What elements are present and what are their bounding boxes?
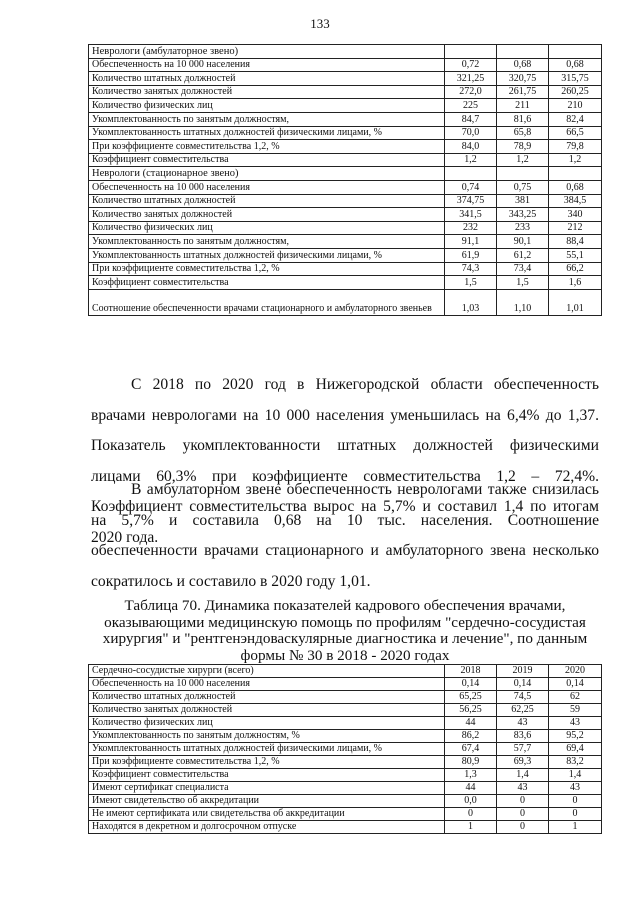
row-label: Укомплектованность по занятым должностям, bbox=[89, 235, 445, 249]
cell-value: 0,68 bbox=[497, 58, 549, 72]
row-label: Имеют сертификат специалиста bbox=[89, 782, 445, 795]
table-section-row bbox=[89, 45, 602, 59]
cell-value: 83,2 bbox=[549, 756, 602, 769]
cell-value: 340 bbox=[549, 208, 602, 222]
row-label: Укомплектованность по занятым должностям, % bbox=[89, 730, 445, 743]
cell-value: 73,4 bbox=[497, 262, 549, 276]
table-row bbox=[89, 180, 602, 194]
cardiac-surgeons-table bbox=[88, 664, 602, 834]
table-row bbox=[89, 782, 602, 795]
cell-value: 272,0 bbox=[445, 85, 497, 99]
cell-value: 88,4 bbox=[549, 235, 602, 249]
table-row bbox=[89, 808, 602, 821]
cell-value: 1,01 bbox=[549, 289, 602, 315]
cell-value: 84,0 bbox=[445, 140, 497, 154]
table-row bbox=[89, 208, 602, 222]
cell-value: 211 bbox=[497, 99, 549, 113]
table-caption: Таблица 70. Динамика показателей кадрового обеспечения врачами, оказывающими медицинскую помощь по профилям "сердечно-сосудистая хирургия" и "рентгенэндоваскулярные диагностика и лечение", по данным формы № 30 в 2018 - 2020 годах bbox=[102, 597, 588, 664]
header-year-2019: 2019 bbox=[497, 665, 549, 678]
cell-value: 90,1 bbox=[497, 235, 549, 249]
table-row bbox=[89, 235, 602, 249]
row-label: Обеспеченность на 10 000 населения bbox=[89, 180, 445, 194]
cell-value: 374,75 bbox=[445, 194, 497, 208]
cell-value: 0,75 bbox=[497, 180, 549, 194]
table-header-row bbox=[89, 665, 602, 678]
cell-value: 95,2 bbox=[549, 730, 602, 743]
table-row bbox=[89, 678, 602, 691]
cell-value: 79,8 bbox=[549, 140, 602, 154]
cell-value: 1,2 bbox=[549, 153, 602, 167]
cell-value: 69,3 bbox=[497, 756, 549, 769]
cell-value: 343,25 bbox=[497, 208, 549, 222]
table-row bbox=[89, 85, 602, 99]
table-row bbox=[89, 194, 602, 208]
row-label: При коэффициенте совместительства 1,2, % bbox=[89, 756, 445, 769]
table-row bbox=[89, 58, 602, 72]
cell-value bbox=[445, 167, 497, 181]
row-label: Укомплектованность штатных должностей физическими лицами, % bbox=[89, 248, 445, 262]
cell-value: 65,25 bbox=[445, 691, 497, 704]
cell-value: 1,5 bbox=[497, 276, 549, 290]
cell-value bbox=[497, 45, 549, 59]
cell-value: 59 bbox=[549, 704, 602, 717]
row-label: Коэффициент совместительства bbox=[89, 769, 445, 782]
cell-value: 225 bbox=[445, 99, 497, 113]
row-label: Укомплектованность по занятым должностям, bbox=[89, 112, 445, 126]
row-label: Неврологи (амбулаторное звено) bbox=[89, 45, 445, 59]
row-label: Количество занятых должностей bbox=[89, 85, 445, 99]
cell-value: 1,4 bbox=[497, 769, 549, 782]
header-year-2018: 2018 bbox=[445, 665, 497, 678]
cell-value: 82,4 bbox=[549, 112, 602, 126]
cell-value: 91,1 bbox=[445, 235, 497, 249]
table-row bbox=[89, 743, 602, 756]
table-row bbox=[89, 717, 602, 730]
cell-value: 65,8 bbox=[497, 126, 549, 140]
cell-value: 1,2 bbox=[497, 153, 549, 167]
cardiac-surgeons-table-body bbox=[89, 665, 602, 834]
table-row bbox=[89, 126, 602, 140]
row-label: При коэффициенте совместительства 1,2, % bbox=[89, 140, 445, 154]
cell-value: 1 bbox=[445, 821, 497, 834]
table-row bbox=[89, 276, 602, 290]
cell-value: 86,2 bbox=[445, 730, 497, 743]
cell-value: 1,2 bbox=[445, 153, 497, 167]
cell-value: 1,10 bbox=[497, 289, 549, 315]
cell-value: 1,5 bbox=[445, 276, 497, 290]
cell-value bbox=[445, 45, 497, 59]
cell-value: 0 bbox=[549, 808, 602, 821]
row-label: Неврологи (стационарное звено) bbox=[89, 167, 445, 181]
cell-value: 315,75 bbox=[549, 72, 602, 86]
paragraph-2-text: В амбулаторном звене обеспеченность неврологами также снизилась на 5,7% и составила 0,68 на 10 тыс. населения. Соотношение обеспеченности врачами стационарного и амбулаторного звена несколько сократилось и составило в 2020 году 1,01. bbox=[91, 481, 599, 590]
table-row bbox=[89, 153, 602, 167]
cell-value: 69,4 bbox=[549, 743, 602, 756]
paragraph-1-text: С 2018 по 2020 год в Нижегородской области обеспеченность врачами неврологами на 10 000 населения уменьшилась на 6,4% до 1,37. Показатель укомплектованности штатных должностей физическими лицами 60,3% при коэффициенте совместительства 1,2 – 72,4%. Коэффициент совместительства вырос на 5,7% и составил 1,4 по итогам 2020 года. bbox=[91, 376, 599, 546]
cell-value: 381 bbox=[497, 194, 549, 208]
cell-value: 43 bbox=[549, 782, 602, 795]
cell-value: 0,68 bbox=[549, 180, 602, 194]
cell-value: 321,25 bbox=[445, 72, 497, 86]
cell-value: 0,0 bbox=[445, 795, 497, 808]
cell-value: 61,2 bbox=[497, 248, 549, 262]
row-label: Обеспеченность на 10 000 населения bbox=[89, 58, 445, 72]
table-row bbox=[89, 99, 602, 113]
cell-value: 1,03 bbox=[445, 289, 497, 315]
cell-value: 384,5 bbox=[549, 194, 602, 208]
header-year-2020: 2020 bbox=[549, 665, 602, 678]
cell-value: 0 bbox=[445, 808, 497, 821]
cell-value: 55,1 bbox=[549, 248, 602, 262]
neurologists-table bbox=[88, 44, 602, 316]
row-label: При коэффициенте совместительства 1,2, % bbox=[89, 262, 445, 276]
header-label: Сердечно-сосудистые хирурги (всего) bbox=[89, 665, 445, 678]
row-label: Количество физических лиц bbox=[89, 221, 445, 235]
cell-value: 70,0 bbox=[445, 126, 497, 140]
row-label: Обеспеченность на 10 000 населения bbox=[89, 678, 445, 691]
cell-value: 78,9 bbox=[497, 140, 549, 154]
row-label: Количество физических лиц bbox=[89, 99, 445, 113]
table-row bbox=[89, 691, 602, 704]
cell-value: 67,4 bbox=[445, 743, 497, 756]
cell-value: 0,74 bbox=[445, 180, 497, 194]
row-label: Коэффициент совместительства bbox=[89, 276, 445, 290]
table-row bbox=[89, 140, 602, 154]
row-label: Коэффициент совместительства bbox=[89, 153, 445, 167]
cell-value: 212 bbox=[549, 221, 602, 235]
cell-value: 66,5 bbox=[549, 126, 602, 140]
table-row bbox=[89, 704, 602, 717]
table-row bbox=[89, 289, 602, 315]
table-row bbox=[89, 112, 602, 126]
table-row bbox=[89, 756, 602, 769]
table-section-row bbox=[89, 167, 602, 181]
row-label: Находятся в декретном и долгосрочном отпуске bbox=[89, 821, 445, 834]
table-row bbox=[89, 769, 602, 782]
row-label: Не имеют сертификата или свидетельства об аккредитации bbox=[89, 808, 445, 821]
cell-value: 341,5 bbox=[445, 208, 497, 222]
cell-value: 1,3 bbox=[445, 769, 497, 782]
cell-value: 1,4 bbox=[549, 769, 602, 782]
cell-value bbox=[549, 167, 602, 181]
cell-value: 0 bbox=[497, 795, 549, 808]
cell-value: 210 bbox=[549, 99, 602, 113]
cell-value: 43 bbox=[549, 717, 602, 730]
cell-value bbox=[497, 167, 549, 181]
table-row bbox=[89, 821, 602, 834]
neurologists-table-body bbox=[89, 45, 602, 316]
cell-value: 0,14 bbox=[549, 678, 602, 691]
row-label: Количество штатных должностей bbox=[89, 194, 445, 208]
cell-value: 62,25 bbox=[497, 704, 549, 717]
cell-value: 43 bbox=[497, 717, 549, 730]
cell-value: 74,3 bbox=[445, 262, 497, 276]
cell-value: 80,9 bbox=[445, 756, 497, 769]
cell-value: 0 bbox=[497, 821, 549, 834]
row-label: Соотношение обеспеченности врачами стационарного и амбулаторного звеньев bbox=[89, 289, 445, 315]
table-row bbox=[89, 248, 602, 262]
cell-value: 0 bbox=[549, 795, 602, 808]
cell-value: 44 bbox=[445, 717, 497, 730]
paragraph-2 bbox=[91, 475, 599, 597]
cell-value: 0,14 bbox=[445, 678, 497, 691]
row-label: Количество штатных должностей bbox=[89, 691, 445, 704]
cell-value: 261,75 bbox=[497, 85, 549, 99]
cell-value: 84,7 bbox=[445, 112, 497, 126]
row-label: Количество штатных должностей bbox=[89, 72, 445, 86]
row-label: Имеют свидетельство об аккредитации bbox=[89, 795, 445, 808]
table-row bbox=[89, 262, 602, 276]
cell-value: 232 bbox=[445, 221, 497, 235]
cell-value: 43 bbox=[497, 782, 549, 795]
cell-value: 0,72 bbox=[445, 58, 497, 72]
cell-value: 56,25 bbox=[445, 704, 497, 717]
cell-value: 81,6 bbox=[497, 112, 549, 126]
cell-value: 57,7 bbox=[497, 743, 549, 756]
cell-value: 260,25 bbox=[549, 85, 602, 99]
cell-value: 233 bbox=[497, 221, 549, 235]
table-row bbox=[89, 795, 602, 808]
table-row bbox=[89, 221, 602, 235]
table-row bbox=[89, 72, 602, 86]
table-row bbox=[89, 730, 602, 743]
row-label: Укомплектованность штатных должностей физическими лицами, % bbox=[89, 743, 445, 756]
cell-value: 0,68 bbox=[549, 58, 602, 72]
cell-value: 74,5 bbox=[497, 691, 549, 704]
row-label: Количество физических лиц bbox=[89, 717, 445, 730]
cell-value: 83,6 bbox=[497, 730, 549, 743]
cell-value: 1 bbox=[549, 821, 602, 834]
row-label: Количество занятых должностей bbox=[89, 208, 445, 222]
cell-value: 44 bbox=[445, 782, 497, 795]
cell-value: 1,6 bbox=[549, 276, 602, 290]
cell-value: 0,14 bbox=[497, 678, 549, 691]
cell-value: 66,2 bbox=[549, 262, 602, 276]
row-label: Количество занятых должностей bbox=[89, 704, 445, 717]
cell-value: 0 bbox=[497, 808, 549, 821]
cell-value: 320,75 bbox=[497, 72, 549, 86]
page-number: 133 bbox=[310, 16, 330, 31]
cell-value bbox=[549, 45, 602, 59]
row-label: Укомплектованность штатных должностей физическими лицами, % bbox=[89, 126, 445, 140]
cell-value: 61,9 bbox=[445, 248, 497, 262]
cell-value: 62 bbox=[549, 691, 602, 704]
